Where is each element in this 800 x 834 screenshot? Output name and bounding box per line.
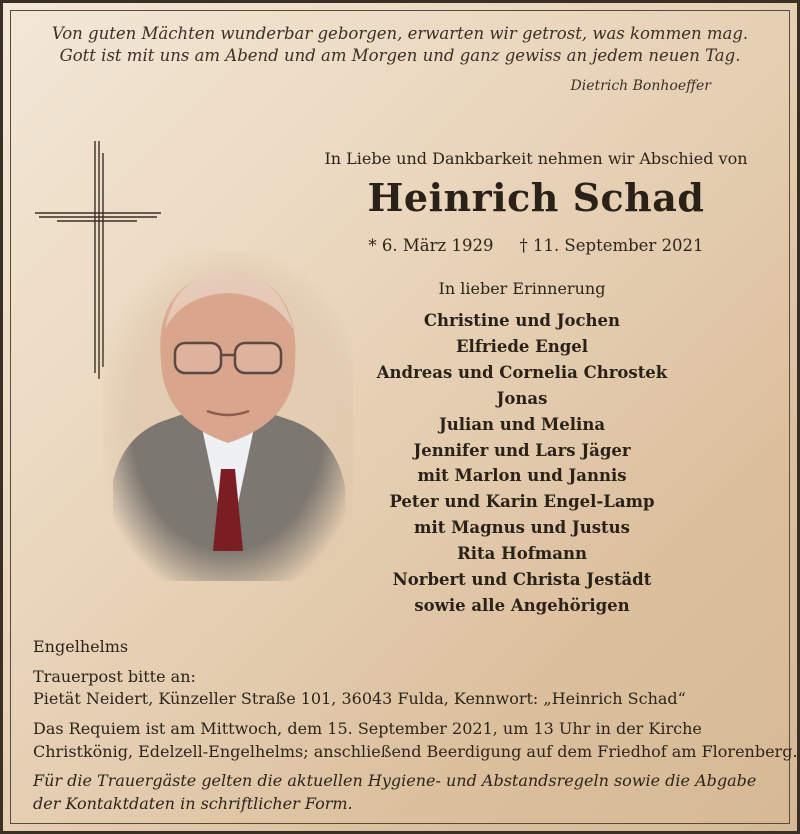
condolence-post-label: Trauerpost bitte an: xyxy=(33,667,196,686)
condolence-post xyxy=(33,666,767,710)
condolence-post-address: Pietät Neidert, Künzeller Straße 101, 36043 Fulda, Kennwort: „Heinrich Schad“ xyxy=(33,689,686,708)
quote-line-1: Von guten Mächten wunderbar geborgen, erwarten wir getrost, was kommen mag. xyxy=(51,24,749,43)
list-item: Elfriede Engel xyxy=(455,336,589,356)
list-item: Christine und Jochen xyxy=(423,311,621,330)
list-item: sowie alle Angehörigen xyxy=(414,595,630,615)
intro-text: In Liebe und Dankbarkeit nehmen wir Abschied von xyxy=(324,149,748,168)
list-item: mit Marlon und Jannis xyxy=(417,466,627,486)
list-item: Jennifer und Lars Jäger xyxy=(413,440,631,460)
hygiene-line-2: der Kontaktdaten in schriftlicher Form. xyxy=(33,794,353,813)
death-date: † 11. September 2021 xyxy=(519,236,704,255)
list-item: Rita Hofmann xyxy=(457,544,587,564)
requiem-line-2: Christkönig, Edelzell-Engelhelms; anschließend Beerdigung auf dem Friedhof am Florenberg. xyxy=(33,742,798,761)
list-item: Peter und Karin Engel-Lamp xyxy=(389,492,655,512)
deceased-name: Heinrich Schad xyxy=(367,175,705,220)
list-item: Andreas und Cornelia Chrostek xyxy=(376,362,668,382)
quote-line-2: Gott ist mit uns am Abend und am Morgen und ganz gewiss an jedem neuen Tag. xyxy=(59,46,741,65)
list-item: Norbert und Christa Jestädt xyxy=(392,570,652,590)
life-dates xyxy=(303,236,769,255)
list-item: Julian und Melina xyxy=(438,414,606,434)
portrait-photo xyxy=(103,251,353,581)
requiem-info xyxy=(33,717,798,763)
birth-date: * 6. März 1929 xyxy=(368,236,494,255)
remembrance-label: In lieber Erinnerung xyxy=(438,279,606,298)
place-name: Engelhelms xyxy=(33,637,129,656)
quote-author: Dietrich Bonhoeffer xyxy=(570,78,711,94)
requiem-line-1: Das Requiem ist am Mittwoch, dem 15. September 2021, um 13 Uhr in der Kirche xyxy=(33,719,702,738)
list-item: mit Magnus und Justus xyxy=(414,518,630,538)
portrait-illustration xyxy=(103,251,353,581)
quote xyxy=(43,23,757,67)
hygiene-note xyxy=(33,769,767,815)
mourners-list xyxy=(349,308,695,619)
hygiene-line-1: Für die Trauergäste gelten die aktuellen Hygiene- und Abstandsregeln sowie die Abgabe xyxy=(33,771,757,790)
list-item: Jonas xyxy=(496,388,548,408)
